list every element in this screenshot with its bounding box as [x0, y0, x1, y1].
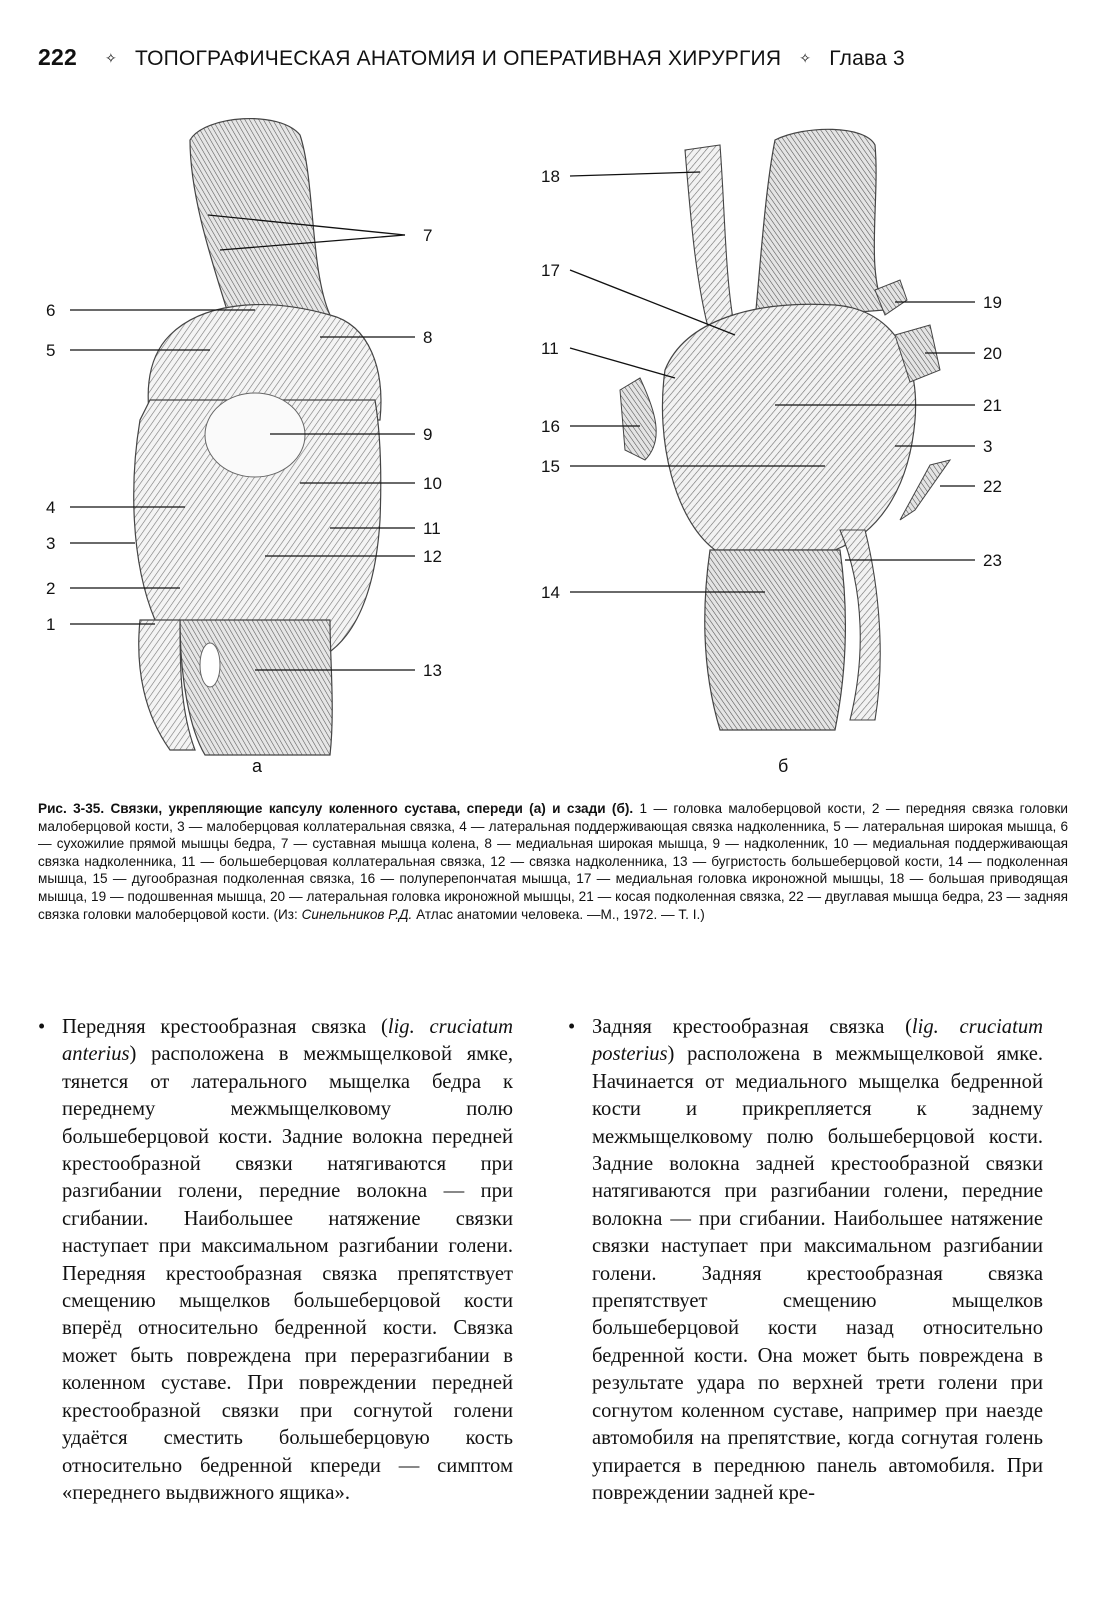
- figure-b-label-16: 16: [541, 417, 560, 436]
- figure-b-label-20: 20: [983, 344, 1002, 363]
- fibula-posterior-shape: [840, 530, 880, 720]
- figure-b-label-17: 17: [541, 261, 560, 280]
- figure-a-label-11: 11: [423, 519, 441, 538]
- figure-b-label-22: 22: [983, 477, 1002, 496]
- figure-a-label-12: 12: [423, 547, 442, 566]
- figure-a-label-1: 1: [46, 615, 56, 634]
- figure-a-label-13: 13: [423, 661, 442, 680]
- femur-shaft-shape: [755, 129, 885, 320]
- caption-source: (Из: Синельников Р.Д. Атлас анатомии человека. —М., 1972. — Т. I.): [273, 906, 705, 922]
- fibula-gap-shape: [200, 643, 220, 687]
- figure-b-label-19: 19: [983, 293, 1002, 312]
- separator-diamond-icon: ✧: [799, 50, 812, 66]
- paragraph-anterior-cruciate-ligament: Передняя крестообразная связка (lig. cruciatum anterius) расположена в межмыщелковой ямке, тянется от латерального мыщелка бедра к переднему межмыщелковому полю большеберцовой кости. Задние волокна передней крестообразной связки натягиваются при разгибании голени, передние волокна — при сгибании. Наибольшее натяжение связки наступает при максимальном разгибании голени. Передняя крестообразная связка препятствует смещению мыщелков большеберцовой кости вперёд относительно бедренной кости. Связка может быть повреждена при переразгибании в коленном суставе. При повреждении передней крестообразной связки при согнутой голени удаётся сместить большеберцовую кость относительно бедренной кпереди — симптом «переднего выдвижного ящика».: [62, 1016, 513, 1504]
- figure-b-label-15: 15: [541, 457, 560, 476]
- page-number: 222: [38, 44, 77, 70]
- figure-b-sublabel: б: [778, 756, 789, 776]
- caption-title: Рис. 3-35. Связки, укрепляющие капсулу коленного сустава, спереди (а) и сзади (б).: [38, 801, 634, 816]
- separator-diamond-icon: ✧: [105, 50, 117, 66]
- figure-b-label-21: 21: [983, 396, 1002, 415]
- figure-a-knee-anterior: [30, 100, 470, 760]
- femur-tendon-shape: [190, 119, 330, 320]
- bullet-marker: •: [568, 1016, 576, 1038]
- figure-a-label-5: 5: [46, 341, 56, 360]
- figure-b-label-3: 3: [983, 437, 993, 456]
- figure-a-label-6: 6: [46, 301, 56, 320]
- running-header: [38, 44, 1068, 80]
- figure-a-illustration: [30, 100, 470, 760]
- caption-legend: 1 — головка малоберцовой кости, 2 — передняя связка головки малоберцовой кости, 3 — малоберцовая коллатеральная связка, 4 — латеральная поддерживающая связка надколенника, 5 — латеральная широкая мышца, 6 — сухожилие прямой мышцы бедра, 7 — суставная мышца колена, 8 — медиальная широкая мышца, 9 — надколенник, 10 — медиальная поддерживающая связка надколенника, 11 — большеберцовая коллатеральная связка, 12 — связка надколенника, 13 — бугристость большеберцовой кости, 14 — подколенная мышца, 15 — дугообразная подколенная связка, 16 — полуперепончатая мышца, 17 — медиальная головка икроножной мышцы, 18 — большая приводящая мышца, 19 — подошвенная мышца, 20 — латеральная головка икроножной мышцы, 21 — косая подколенная связка, 22 — двуглавая мышца бедра, 23 — задняя связка головки малоберцовой кости.: [38, 801, 1069, 922]
- figure-a-label-9: 9: [423, 425, 433, 444]
- tibia-posterior-shape: [705, 550, 846, 730]
- figure-a-sublabel: а: [252, 756, 263, 776]
- figure-a-label-2: 2: [46, 579, 56, 598]
- adductor-shape: [685, 145, 735, 335]
- figure-caption: [38, 800, 1068, 923]
- figure-b-label-11: 11: [541, 339, 559, 358]
- figure-b-label-18: 18: [541, 167, 560, 186]
- figure-a-label-4: 4: [46, 498, 56, 517]
- chapter-label: Глава 3: [829, 47, 905, 70]
- posterior-capsule-shape: [662, 304, 915, 550]
- figure-b-label-14: 14: [541, 583, 560, 602]
- bullet-marker: •: [38, 1016, 46, 1038]
- figure-b-illustration: [535, 120, 1035, 740]
- tibia-shape: [180, 620, 332, 755]
- figure-a-label-7: 7: [423, 226, 433, 245]
- semimembranosus-stub-shape: [620, 378, 656, 460]
- figure-a-label-3: 3: [46, 534, 56, 553]
- figure-b-label-23: 23: [983, 551, 1002, 570]
- body-column-right: [568, 1014, 1043, 1507]
- figure-a-label-8: 8: [423, 328, 433, 347]
- biceps-stub-shape: [900, 460, 950, 520]
- book-title: ТОПОГРАФИЧЕСКАЯ АНАТОМИЯ И ОПЕРАТИВНАЯ ХИРУРГИЯ: [135, 47, 782, 70]
- patella-shape: [205, 393, 305, 477]
- figure-a-label-10: 10: [423, 474, 442, 493]
- body-column-left: [38, 1014, 513, 1507]
- paragraph-posterior-cruciate-ligament: Задняя крестообразная связка (lig. cruciatum posterius) расположена в межмыщелковой ямке. Начинается от медиального мыщелка бедренной кости и прикрепляется к заднему межмыщелковому полю большеберцовой кости. Задние волокна задней крестообразной связки натягиваются при разгибании голени, передние волокна — при сгибании. Наибольшее натяжение связки наступает при максимальном разгибании голени. Задняя крестообразная связка препятствует смещению мыщелков большеберцовой кости назад относительно бедренной кости. Она может быть повреждена в результате удара по верхней трети голени при согнутом коленном суставе, например при наезде автомобиля на препятствие, когда согнутая голень упирается в переднюю панель автомобиля. При повреждении задней кре-: [592, 1016, 1043, 1504]
- figure-b-knee-posterior: [535, 120, 1035, 740]
